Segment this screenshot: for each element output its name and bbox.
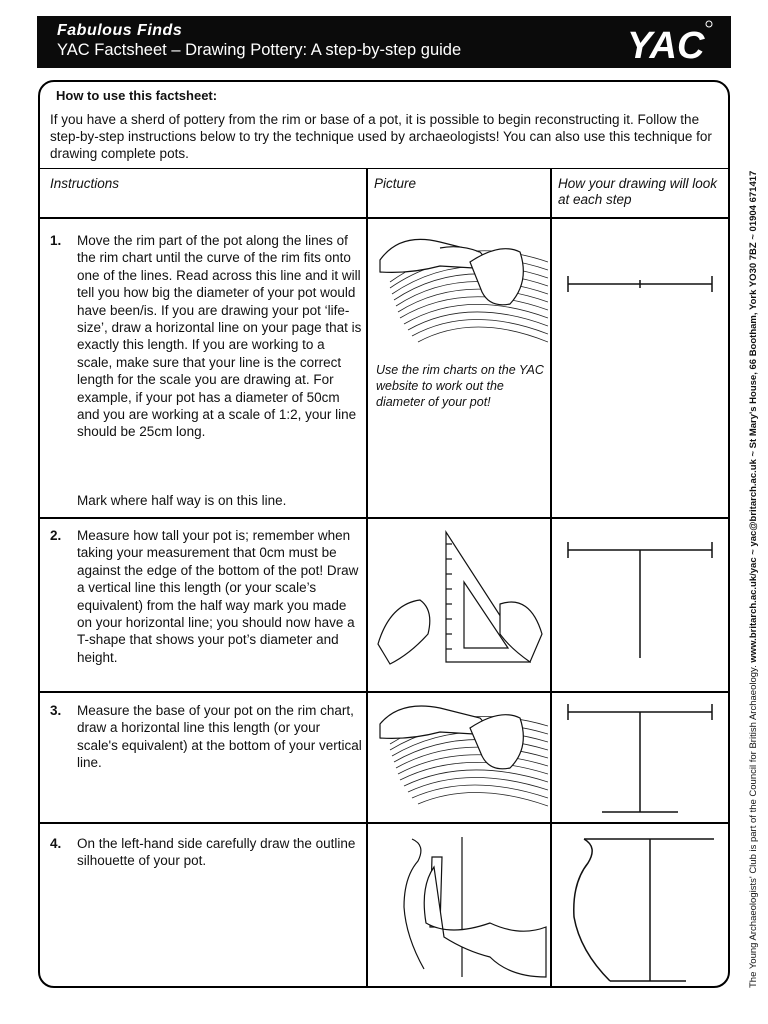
picture-note: Use the rim charts on the YAC website to work out the diameter of your pot! [376,363,544,409]
rim-chart-base-illustration [370,694,548,819]
page-title: YAC Factsheet – Drawing Pottery: A step-by-step guide [57,41,462,59]
row-divider [40,691,728,693]
step-number: 4. [50,836,62,851]
set-square-illustration [370,524,548,674]
pot-outline-illustration [370,827,548,982]
sidebar-text-plain: The Young Archaeologists' Club is part of the Council for British Archaeology. [748,662,759,988]
row-divider [40,217,728,219]
intro-section [40,82,728,169]
column-divider [550,168,552,986]
factsheet-panel [38,80,730,988]
step1-result-drawing [554,232,728,372]
column-header-result: How your drawing will look at each step [558,176,718,207]
rim-chart-illustration [370,222,548,352]
svg-text:YAC: YAC [627,25,705,67]
step2-result-drawing [554,522,728,682]
column-divider [366,168,368,986]
row-divider [40,822,728,824]
yac-logo [621,16,717,68]
step-text: On the left-hand side carefully draw the outline silhouette of your pot. [77,836,356,869]
column-header-picture: Picture [374,176,417,191]
step-number: 1. [50,233,62,248]
step-number: 3. [50,703,62,718]
sidebar-contact-text [748,68,759,988]
header-bar [37,16,731,68]
intro-heading: How to use this factsheet: [56,88,218,103]
step-number: 2. [50,528,62,543]
step4-result-drawing [554,827,728,987]
column-header-instructions: Instructions [50,176,120,191]
series-title: Fabulous Finds [57,22,183,39]
sidebar-text-bold: www.britarch.ac.uk/yac ~ yac@britarch.ac.uk ~ St Mary's House, 66 Bootham, York YO30 7BZ ~ 01904 671417 [748,170,759,663]
step-extra: Mark where half way is on this line. [77,493,287,508]
row-divider [40,517,728,519]
step3-result-drawing [554,694,728,820]
step-text: Measure the base of your pot on the rim chart, draw a horizontal line this length (or your scale's equivalent) at the bottom of your vertical line. [77,703,362,771]
intro-body: If you have a sherd of pottery from the rim or base of a pot, it is possible to begin reconstructing it. Follow the step-by-step instructions below to try the technique used by archaeologists! You can also use this technique for drawing complete pots. [50,112,712,161]
step-text: Move the rim part of the pot along the lines of the rim chart until the curve of the rim fits onto one of the lines. Read across this line and it will tell you how big the diameter of your pot would have been/is. If you are drawing your pot ‘life-size’, draw a horizontal line on your page that is exactly this length. If you are working to a scale, make sure that your line is the correct length for the scale you are drawing at. For example, if your pot has a diameter of 50cm and you are working at a scale of 1:2, your line should be 25cm long. [77,233,362,440]
step-text: Measure how tall your pot is; remember when taking your measurement that 0cm must be against the edge of the bottom of the pot! Draw a vertical line this length (or your scale’s equivalent) from the half way mark you made on your horizontal line; you should now have a T-shape that shows your pot’s diameter and height. [77,528,359,665]
